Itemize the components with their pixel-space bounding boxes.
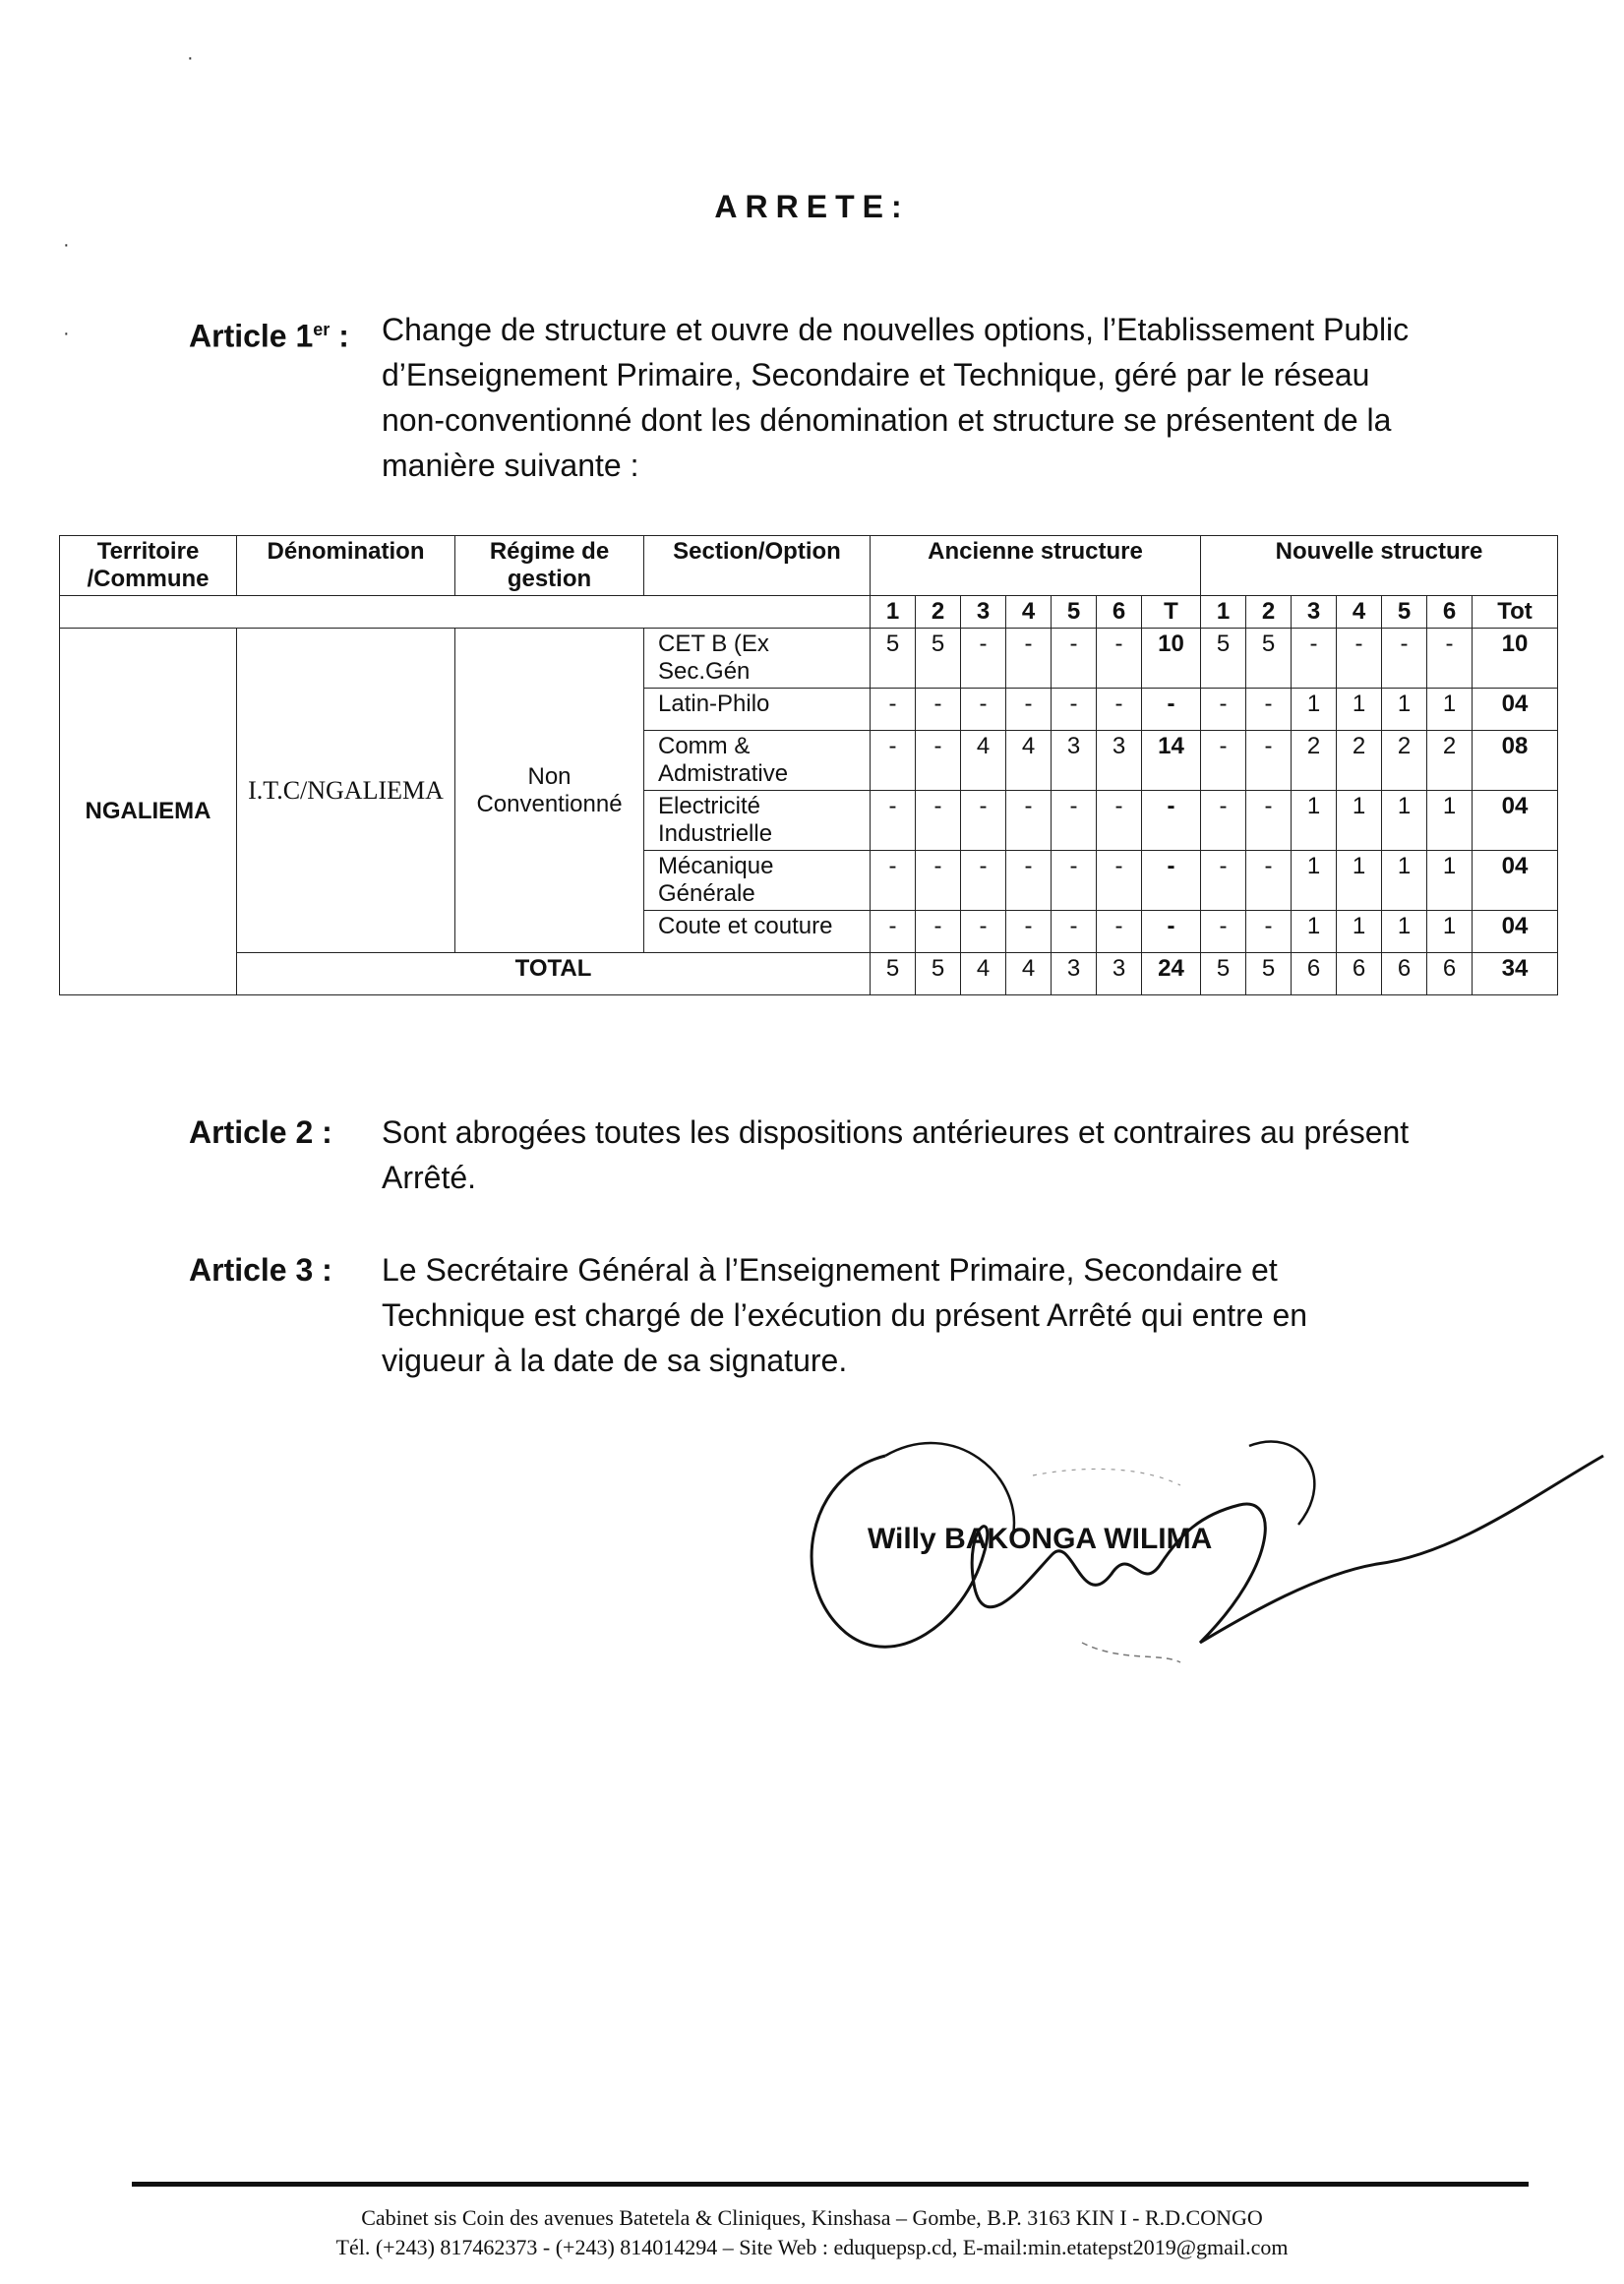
handwritten-signature	[787, 1416, 1613, 1751]
regime-cell: Non Conventionné	[455, 629, 644, 953]
value-cell: -	[961, 791, 1006, 851]
value-cell: 04	[1473, 791, 1558, 851]
value-cell: 3	[1052, 731, 1097, 791]
page-title: ARRETE:	[714, 189, 910, 224]
value-cell: 1	[1382, 851, 1427, 911]
value-cell: 2	[1292, 731, 1337, 791]
territoire-cell: NGALIEMA	[60, 629, 237, 995]
value-cell: -	[961, 851, 1006, 911]
table-row	[60, 629, 1558, 689]
value-cell: -	[1292, 629, 1337, 689]
total-cell: 4	[1006, 953, 1052, 995]
subheader-cell: Tot	[1473, 596, 1558, 629]
denomination-cell: I.T.C/NGALIEMA	[237, 629, 455, 953]
footer-rule	[132, 2182, 1529, 2187]
value-cell: -	[1097, 791, 1142, 851]
signatory-name: Willy BAKONGA WILIMA	[868, 1523, 1213, 1555]
value-cell: -	[1246, 791, 1292, 851]
value-cell: 2	[1337, 731, 1382, 791]
subheader-cell: 1	[871, 596, 916, 629]
scan-speck: ·	[63, 234, 70, 256]
total-cell: 3	[1097, 953, 1142, 995]
option-cell: Mécanique Générale	[644, 851, 871, 911]
value-cell: -	[1246, 689, 1292, 731]
value-cell: 1	[1292, 791, 1337, 851]
article-2	[189, 1110, 1418, 1200]
value-cell: -	[916, 791, 961, 851]
header-regime: Régime de gestion	[455, 536, 644, 596]
value-cell: -	[1052, 629, 1097, 689]
subheader-cell: 4	[1006, 596, 1052, 629]
header-territoire: Territoire /Commune	[60, 536, 237, 596]
article-1-label-colon: :	[330, 318, 349, 354]
footer	[0, 2203, 1624, 2262]
value-cell: 1	[1382, 791, 1427, 851]
subheader-cell: 3	[1292, 596, 1337, 629]
article-2-label: Article 2 :	[189, 1114, 332, 1150]
footer-address: Cabinet sis Coin des avenues Batetela & Cliniques, Kinshasa – Gombe, B.P. 3163 KIN I - R.D.CONGO	[361, 2205, 1263, 2230]
option-cell: Coute et couture	[644, 911, 871, 953]
total-cell: 5	[916, 953, 961, 995]
value-cell: 3	[1097, 731, 1142, 791]
header-ancienne-structure: Ancienne structure	[871, 536, 1201, 596]
value-cell: -	[1052, 689, 1097, 731]
value-cell: -	[1246, 911, 1292, 953]
total-cell: 6	[1427, 953, 1473, 995]
scan-speck: ·	[187, 47, 194, 69]
value-cell: -	[1142, 911, 1201, 953]
value-cell: -	[871, 851, 916, 911]
value-cell: -	[1201, 791, 1246, 851]
value-cell: -	[1337, 629, 1382, 689]
value-cell: 1	[1382, 911, 1427, 953]
value-cell: 5	[1246, 629, 1292, 689]
article-3-label: Article 3 :	[189, 1252, 332, 1288]
value-cell: -	[1006, 689, 1052, 731]
value-cell: 04	[1473, 689, 1558, 731]
subheader-cell: 4	[1337, 596, 1382, 629]
value-cell: -	[1201, 731, 1246, 791]
option-cell: CET B (Ex Sec.Gén	[644, 629, 871, 689]
subheader-cell: 5	[1382, 596, 1427, 629]
value-cell: 10	[1473, 629, 1558, 689]
total-cell: 6	[1292, 953, 1337, 995]
value-cell: 08	[1473, 731, 1558, 791]
value-cell: 1	[1337, 791, 1382, 851]
subheader-cell: 6	[1097, 596, 1142, 629]
total-cell: 34	[1473, 953, 1558, 995]
total-cell: 3	[1052, 953, 1097, 995]
value-cell: 2	[1382, 731, 1427, 791]
value-cell: -	[1097, 629, 1142, 689]
value-cell: -	[961, 689, 1006, 731]
subheader-cell: 5	[1052, 596, 1097, 629]
value-cell: 1	[1427, 689, 1473, 731]
value-cell: 1	[1382, 689, 1427, 731]
value-cell: -	[1052, 851, 1097, 911]
value-cell: -	[1142, 689, 1201, 731]
value-cell: 14	[1142, 731, 1201, 791]
value-cell: -	[1427, 629, 1473, 689]
value-cell: -	[1142, 791, 1201, 851]
article-1-text: Change de structure et ouvre de nouvelles options, l’Etablissement Public d’Enseignement Primaire, Secondaire et Technique, géré par le réseau non-conventionné dont les dénomination et structure se présentent de la manière suivante :	[382, 312, 1410, 483]
footer-contacts: Tél. (+243) 817462373 - (+243) 814014294 – Site Web : eduquepsp.cd, E-mail:min.etatepst2019@gmail.com	[335, 2235, 1289, 2259]
total-cell: 6	[1337, 953, 1382, 995]
total-cell: 4	[961, 953, 1006, 995]
article-1	[189, 307, 1418, 488]
value-cell: -	[961, 629, 1006, 689]
value-cell: 1	[1427, 791, 1473, 851]
article-3	[189, 1247, 1418, 1383]
value-cell: -	[1006, 911, 1052, 953]
value-cell: -	[1142, 851, 1201, 911]
value-cell: -	[1246, 851, 1292, 911]
value-cell: 1	[1427, 851, 1473, 911]
value-cell: 10	[1142, 629, 1201, 689]
total-cell: 5	[871, 953, 916, 995]
value-cell: 4	[1006, 731, 1052, 791]
value-cell: -	[1097, 851, 1142, 911]
subheader-cell: 3	[961, 596, 1006, 629]
value-cell: -	[871, 689, 916, 731]
value-cell: 04	[1473, 911, 1558, 953]
value-cell: 1	[1292, 689, 1337, 731]
value-cell: 04	[1473, 851, 1558, 911]
subheader-cell: 1	[1201, 596, 1246, 629]
article-1-label-sup: er	[313, 320, 331, 339]
total-label: TOTAL	[237, 953, 871, 995]
value-cell: -	[1382, 629, 1427, 689]
value-cell: -	[1006, 629, 1052, 689]
value-cell: -	[1246, 731, 1292, 791]
structure-table	[59, 535, 1558, 995]
value-cell: 1	[1427, 911, 1473, 953]
value-cell: 1	[1292, 911, 1337, 953]
value-cell: -	[871, 731, 916, 791]
article-2-text: Sont abrogées toutes les dispositions antérieures et contraires au présent Arrêté.	[382, 1114, 1410, 1195]
subheader-cell: 2	[1246, 596, 1292, 629]
value-cell: 5	[916, 629, 961, 689]
article-1-label-text: Article 1	[189, 318, 314, 354]
subheader-cell: 2	[916, 596, 961, 629]
value-cell: -	[1052, 911, 1097, 953]
value-cell: -	[916, 731, 961, 791]
article-1-label	[189, 307, 349, 359]
value-cell: 1	[1337, 851, 1382, 911]
value-cell: 1	[1337, 911, 1382, 953]
value-cell: -	[1097, 689, 1142, 731]
value-cell: 5	[871, 629, 916, 689]
subheader-cell: 6	[1427, 596, 1473, 629]
value-cell: -	[1201, 851, 1246, 911]
value-cell: -	[1006, 851, 1052, 911]
header-denomination: Dénomination	[237, 536, 455, 596]
header-nouvelle-structure: Nouvelle structure	[1201, 536, 1558, 596]
subheader-cell: T	[1142, 596, 1201, 629]
subheader-blank	[60, 596, 871, 629]
value-cell: -	[916, 851, 961, 911]
header-section: Section/Option	[644, 536, 871, 596]
option-cell: Latin-Philo	[644, 689, 871, 731]
value-cell: 4	[961, 731, 1006, 791]
value-cell: -	[1052, 791, 1097, 851]
value-cell: -	[871, 791, 916, 851]
total-cell: 6	[1382, 953, 1427, 995]
value-cell: 1	[1337, 689, 1382, 731]
total-cell: 24	[1142, 953, 1201, 995]
value-cell: 2	[1427, 731, 1473, 791]
value-cell: -	[1006, 791, 1052, 851]
value-cell: 5	[1201, 629, 1246, 689]
value-cell: -	[1097, 911, 1142, 953]
total-row	[60, 953, 1558, 995]
value-cell: -	[916, 911, 961, 953]
value-cell: -	[871, 911, 916, 953]
option-cell: Comm & Admistrative	[644, 731, 871, 791]
option-cell: Electricité Industrielle	[644, 791, 871, 851]
scan-speck: ·	[63, 323, 70, 344]
value-cell: 1	[1292, 851, 1337, 911]
value-cell: -	[1201, 689, 1246, 731]
value-cell: -	[916, 689, 961, 731]
total-cell: 5	[1201, 953, 1246, 995]
value-cell: -	[1201, 911, 1246, 953]
total-cell: 5	[1246, 953, 1292, 995]
value-cell: -	[961, 911, 1006, 953]
article-3-text: Le Secrétaire Général à l’Enseignement Primaire, Secondaire et Technique est chargé de l’exécution du présent Arrêté qui entre en vigueur à la date de sa signature.	[382, 1252, 1308, 1378]
